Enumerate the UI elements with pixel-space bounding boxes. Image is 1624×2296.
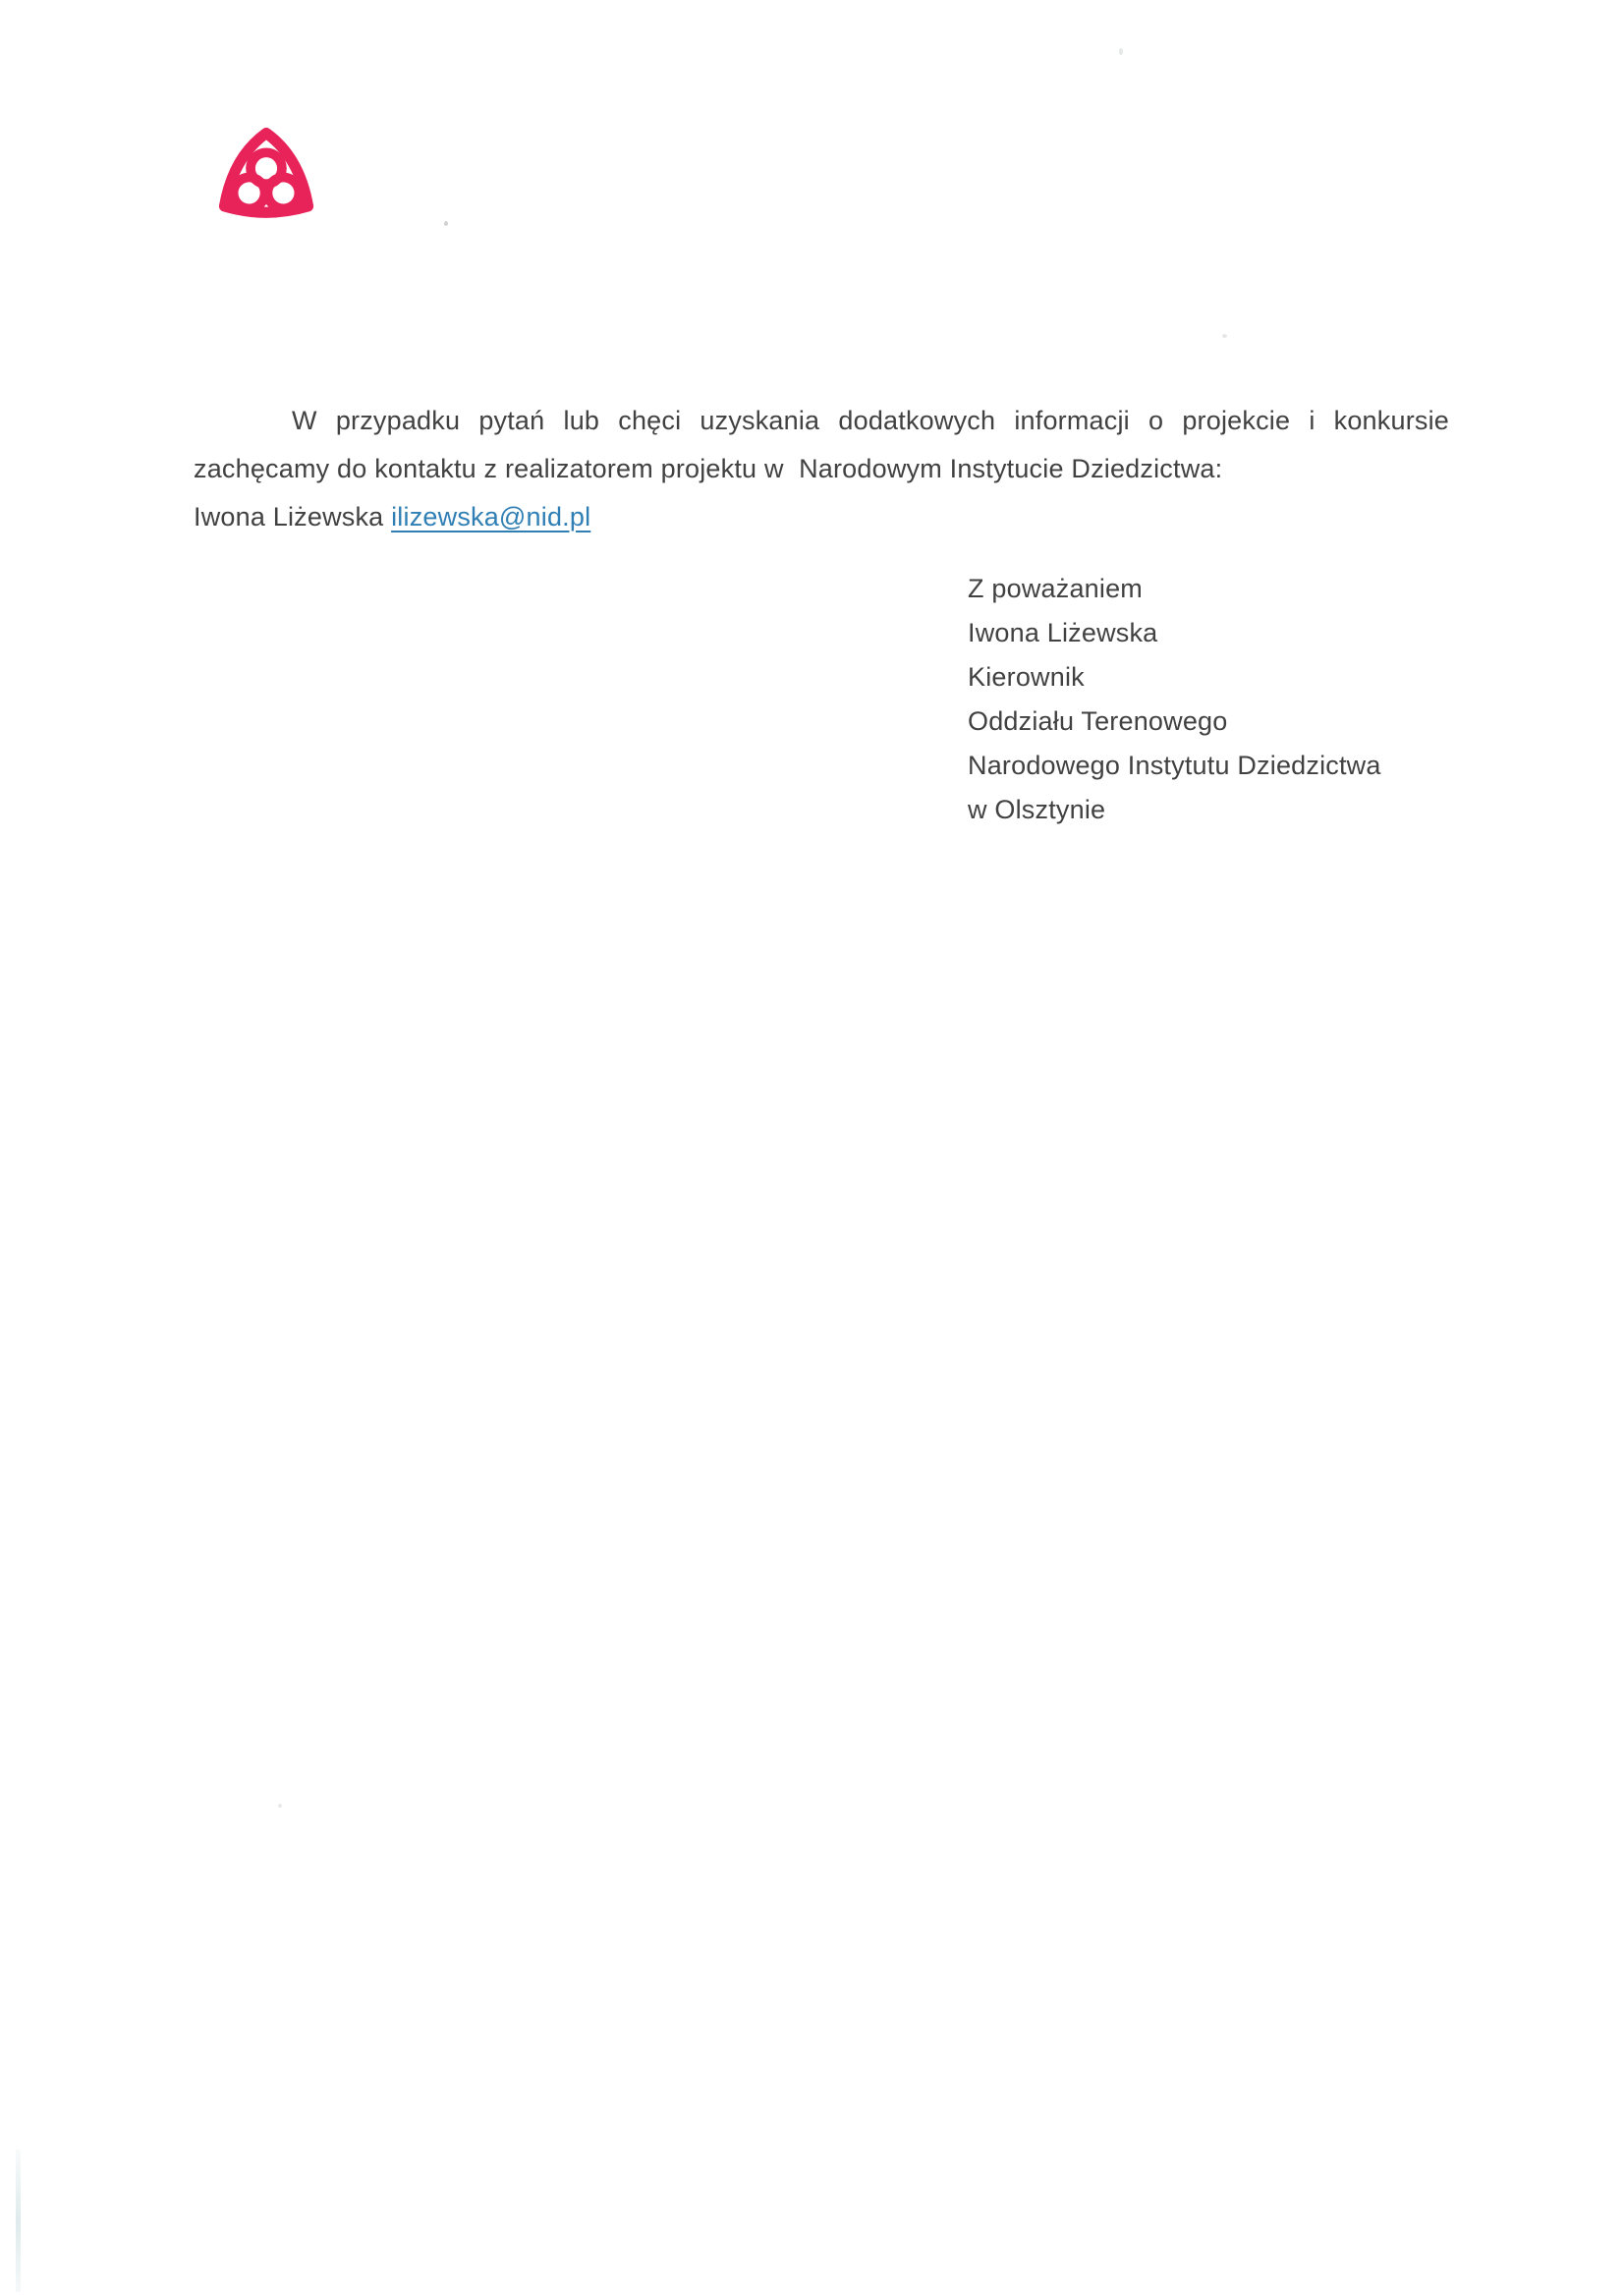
signature-location: w Olsztynie	[968, 795, 1106, 824]
nid-trefoil-icon	[209, 119, 323, 235]
scan-edge-artifact	[16, 2150, 21, 2292]
signature-organization: Narodowego Instytutu Dziedzictwa	[968, 751, 1381, 780]
signature-block	[968, 567, 1381, 832]
contact-line	[194, 493, 1449, 541]
contact-name: Iwona Liżewska	[194, 502, 392, 532]
paragraph-line-1: W przypadku pytań lub chęci uzyskania dodatkowych informacji o projekcie i konkursie	[292, 406, 1449, 435]
signature-title: Kierownik	[968, 662, 1085, 692]
signature-name: Iwona Liżewska	[968, 618, 1158, 647]
body-paragraph	[194, 397, 1449, 541]
scan-speck	[1119, 48, 1123, 55]
scan-speck	[1222, 334, 1227, 338]
signature-unit: Oddziału Terenowego	[968, 706, 1228, 736]
scan-speck	[444, 221, 448, 226]
email-link[interactable]: ilizewska@nid.pl	[391, 502, 591, 532]
scan-speck	[278, 1804, 282, 1808]
nid-logo	[209, 119, 323, 235]
signature-closing: Z poważaniem	[968, 574, 1143, 603]
paragraph-line-2: zachęcamy do kontaktu z realizatorem projektu w Narodowym Instytucie Dziedzictwa:	[194, 454, 1223, 483]
